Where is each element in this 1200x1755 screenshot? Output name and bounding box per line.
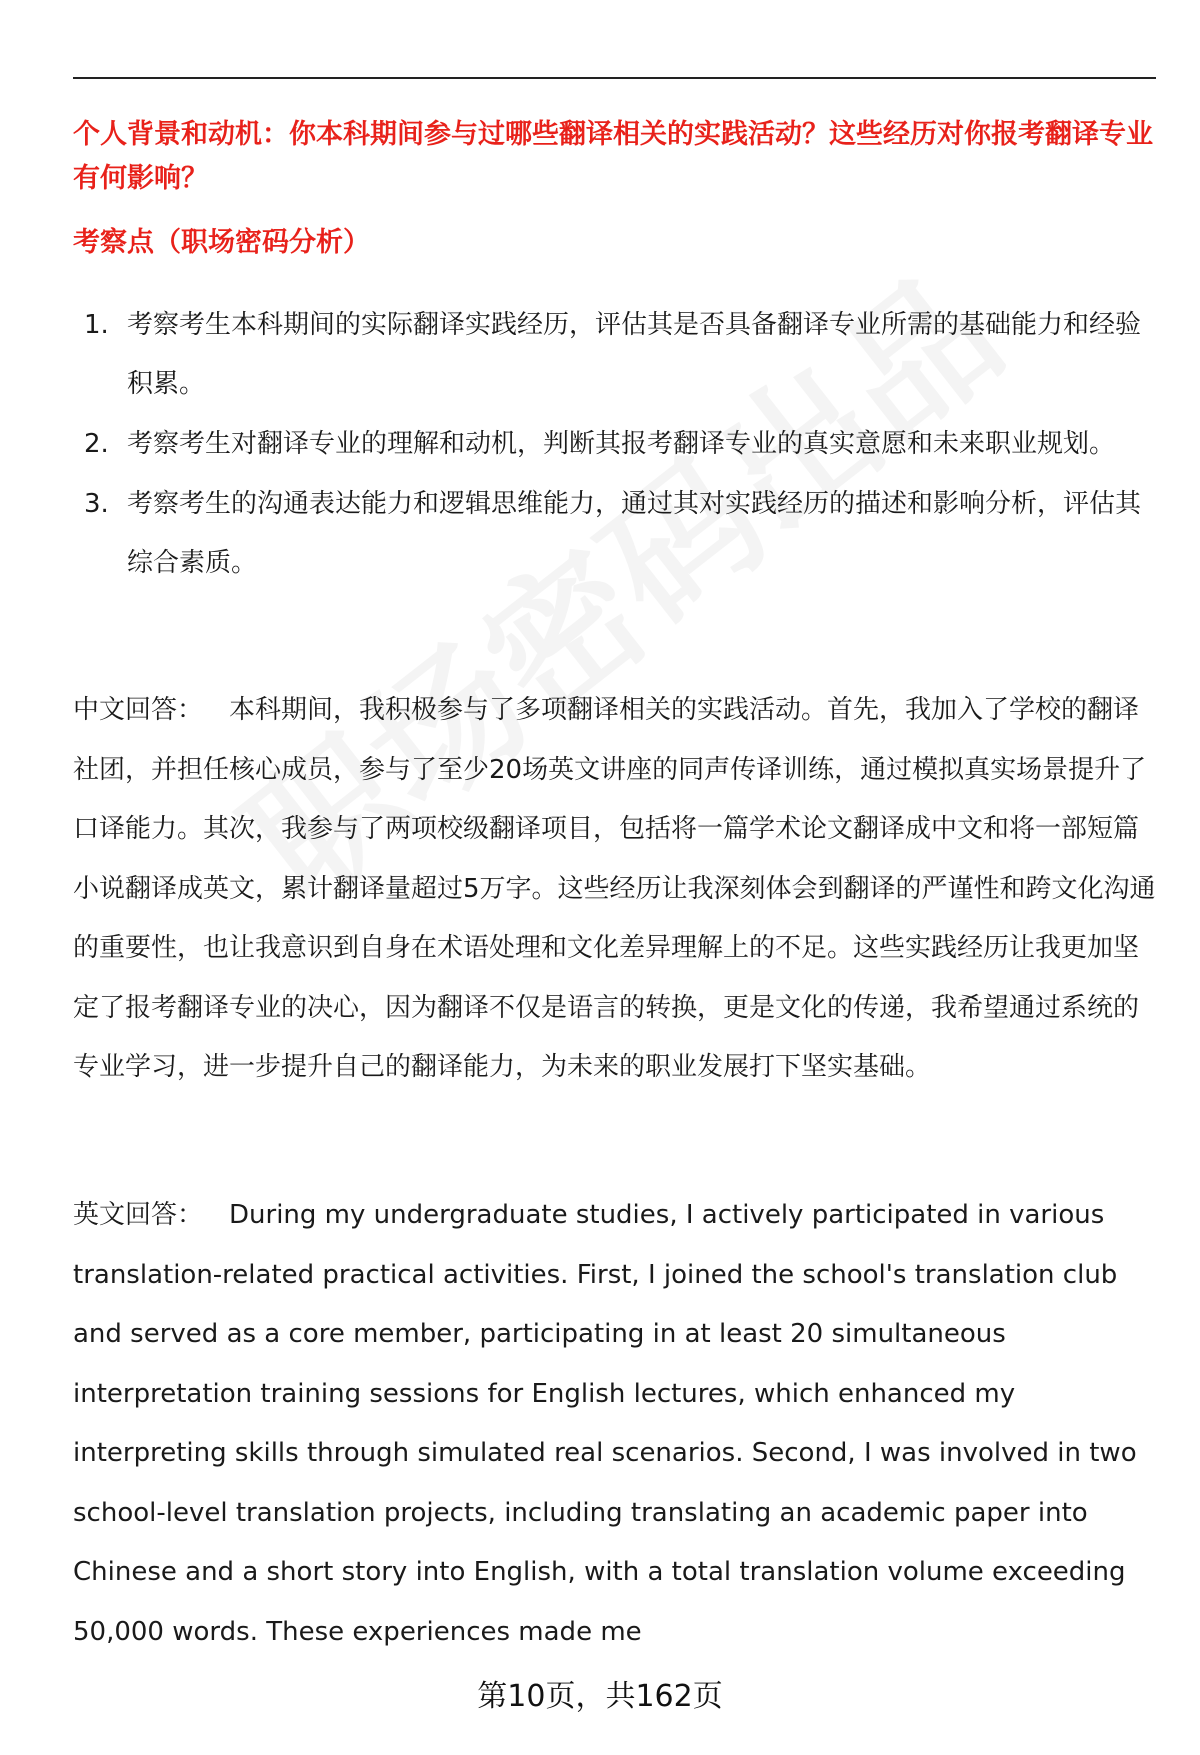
- section-label: 考察点（职场密码分析）: [73, 227, 370, 258]
- top-rule: [73, 77, 1156, 79]
- list-item: [73, 475, 1153, 593]
- english-answer-text: During my undergraduate studies, I actively participated in various translation-related practical activities. First, I joined the school's translation club and served as a core member, participating in at least 20 simultaneous interpretation training sessions for English lectures, which enhanced my interpreting skills through simulated real scenarios. Second, I was involved in two school-level translation projects, including translating an academic paper into Chinese and a short story into English, with a total translation volume exceeding 50,000 words. These experiences made me: [73, 1200, 1137, 1647]
- list-item-number: 1.: [84, 310, 109, 340]
- list-item-text: 考察考生本科期间的实际翻译实践经历，评估其是否具备翻译专业所需的基础能力和经验积累。: [127, 310, 1142, 399]
- list-item-text: 考察考生对翻译专业的理解和动机，判断其报考翻译专业的真实意愿和未来职业规划。: [127, 429, 1116, 459]
- english-answer: [73, 1186, 1163, 1662]
- question-heading: 个人背景和动机：你本科期间参与过哪些翻译相关的实践活动？这些经历对你报考翻译专业有何影响？: [73, 119, 1153, 194]
- list-item-number: 2.: [84, 429, 109, 459]
- list-item-text: 考察考生的沟通表达能力和逻辑思维能力，通过其对实践经历的描述和影响分析，评估其综合素质。: [127, 489, 1142, 578]
- english-answer-label: 英文回答：: [73, 1200, 204, 1230]
- page-number-footer: 第10页，共162页: [477, 1679, 723, 1714]
- assessment-points-list: [73, 296, 1153, 594]
- chinese-answer-text: 本科期间，我积极参与了多项翻译相关的实践活动。首先，我加入了学校的翻译社团，并担任核心成员，参与了至少20场英文讲座的同声传译训练，通过模拟真实场景提升了口译能力。其次，我参与了两项校级翻译项目，包括将一篇学术论文翻译成中文和将一部短篇小说翻译成英文，累计翻译量超过5万字。这些经历让我深刻体会到翻译的严谨性和跨文化沟通的重要性，也让我意识到自身在术语处理和文化差异理解上的不足。这些实践经历让我更加坚定了报考翻译专业的决心，因为翻译不仅是语言的转换，更是文化的传递，我希望通过系统的专业学习，进一步提升自己的翻译能力，为未来的职业发展打下坚实基础。: [73, 695, 1156, 1082]
- chinese-answer: [73, 681, 1163, 1098]
- list-item-number: 3.: [84, 489, 109, 519]
- chinese-answer-label: 中文回答：: [73, 695, 204, 725]
- list-item: [73, 296, 1153, 414]
- list-item: [73, 415, 1153, 474]
